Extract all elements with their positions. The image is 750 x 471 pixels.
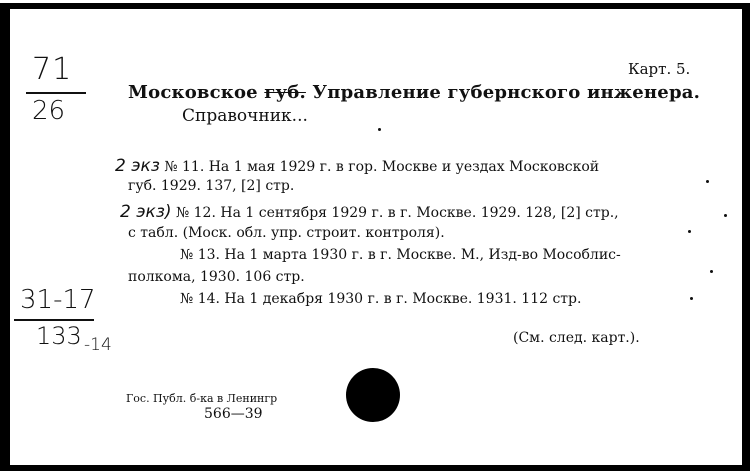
title-part2: Управление губернского инженера.	[312, 82, 701, 103]
see-next-card: (См. след. карт.).	[513, 330, 640, 346]
card-border-right	[742, 3, 750, 469]
punch-hole	[346, 368, 400, 422]
speck	[706, 180, 709, 183]
card-number: Карт. 5.	[628, 60, 691, 78]
speck	[724, 214, 727, 217]
handwritten-divider-top	[26, 92, 86, 94]
handwritten-side-suffix: -14	[84, 335, 112, 355]
entry-11-line2: губ. 1929. 137, [2] стр.	[128, 178, 295, 194]
handwritten-mark-12: 2 экз)	[120, 202, 172, 222]
title-struck: губ.	[264, 82, 306, 103]
handwritten-divider-side	[14, 319, 94, 321]
handwritten-top-sub-number: 26	[32, 96, 66, 126]
entry-12-line2: с табл. (Моск. обл. упр. строит. контроля).	[128, 225, 445, 241]
speck	[688, 230, 691, 233]
card-title	[128, 82, 700, 103]
card-border-bottom	[0, 465, 750, 471]
handwritten-mark-11: 2 экз	[115, 156, 160, 176]
card-border-top	[6, 3, 746, 9]
library-code: 566—39	[204, 406, 263, 422]
speck	[690, 297, 693, 300]
entry-13-line1: № 13. На 1 марта 1930 г. в г. Москве. М., Изд-во Мособлис-	[180, 247, 621, 263]
entry-12-line1	[120, 202, 619, 222]
library-stamp: Гос. Публ. б-ка в Ленингр	[126, 392, 278, 405]
card-border-left	[0, 3, 10, 469]
handwritten-top-number: 71	[32, 52, 73, 87]
entry-13-line2: полкома, 1930. 106 стр.	[128, 269, 305, 285]
entry-11-text: № 11. На 1 мая 1929 г. в гор. Москве и уездах Московской	[164, 159, 600, 175]
title-part1: Московское	[128, 82, 258, 103]
speck	[378, 128, 381, 131]
speck	[710, 270, 713, 273]
card-subtitle: Справочник...	[182, 106, 308, 126]
entry-11-line1	[115, 156, 599, 176]
handwritten-side-number: 31-17	[20, 285, 96, 315]
entry-14-line1: № 14. На 1 декабря 1930 г. в г. Москве. 1931. 112 стр.	[180, 291, 582, 307]
handwritten-side-sub-number: 133	[36, 322, 82, 350]
entry-12-text: № 12. На 1 сентября 1929 г. в г. Москве. 1929. 128, [2] стр.,	[175, 205, 619, 221]
